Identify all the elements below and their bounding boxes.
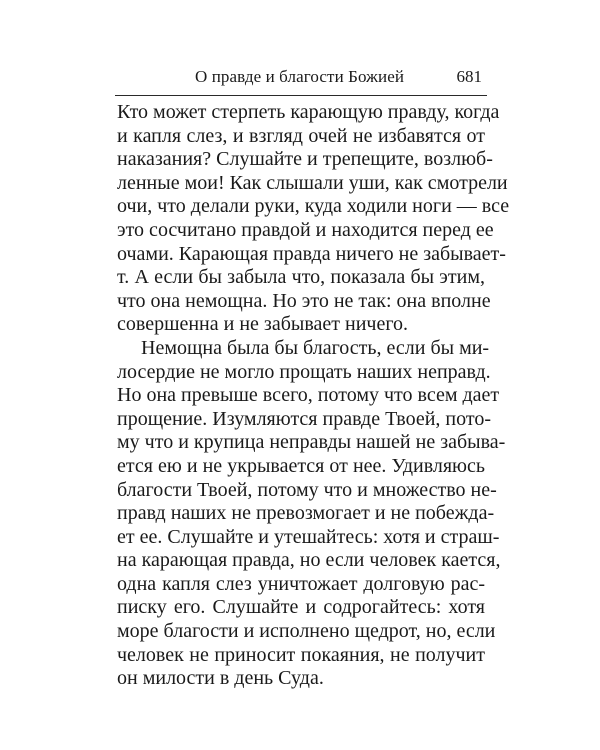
- text-line: благости Твоей, потому что и множество не-: [117, 478, 497, 501]
- text-line: море благости и исполнено щедрот, но, если: [117, 620, 496, 643]
- page-number: 681: [456, 67, 482, 86]
- text-line: Немощна была бы благость, если бы ми-: [141, 336, 490, 359]
- text-line: правд наших не превозмогает и не побежда-: [117, 502, 495, 525]
- body-text: [117, 101, 510, 691]
- paragraph-1: [117, 101, 510, 337]
- text-line: он милости в день Суда.: [117, 667, 324, 690]
- text-line: ет ее. Слушайте и утешайтесь: хотя и страш-: [117, 525, 500, 548]
- text-line: т. А если бы забыла что, показала бы этим,: [117, 266, 485, 289]
- text-line: одна капля слез уничтожает долговую рас-: [117, 572, 485, 595]
- text-line: совершенна и не забывает ничего.: [117, 313, 409, 336]
- text-line: и капля слез, и взгляд очей не избавятся от: [117, 124, 485, 147]
- text-line: ленные мои! Как слышали уши, как смотрели: [117, 171, 508, 194]
- text-line: ется ею и не укрывается от нее. Удивляюсь: [117, 454, 485, 477]
- text-line: Кто может стерпеть карающую правду, когда: [117, 101, 500, 123]
- running-header: [115, 55, 487, 96]
- paragraph-2: [117, 336, 506, 691]
- text-line: лосердие не могло прощать наших неправд.: [117, 360, 491, 383]
- text-line: Но она превыше всего, потому что всем дает: [117, 384, 500, 407]
- text-line: писку его. Слушайте и содрогайтесь: хотя: [117, 596, 485, 619]
- running-title: О правде и благости Божией: [195, 67, 405, 86]
- text-line: очи, что делали руки, куда ходили ноги — все: [117, 195, 510, 218]
- text-line: очами. Карающая правда ничего не забывает-: [117, 242, 506, 265]
- text-line: человек не приносит покаяния, не получит: [117, 643, 485, 666]
- text-line: что она немощна. Но это не так: она вполне: [117, 289, 491, 312]
- text-line: му что и крупица неправды нашей не забыва-: [117, 431, 506, 454]
- text-line: наказания? Слушайте и трепещите, возлюб-: [117, 148, 493, 171]
- text-line: на карающая правда, но если человек кается,: [117, 549, 501, 572]
- text-line: это сосчитано правдой и находится перед ее: [117, 218, 494, 241]
- text-line: прощение. Изумляются правде Твоей, пото-: [117, 407, 492, 430]
